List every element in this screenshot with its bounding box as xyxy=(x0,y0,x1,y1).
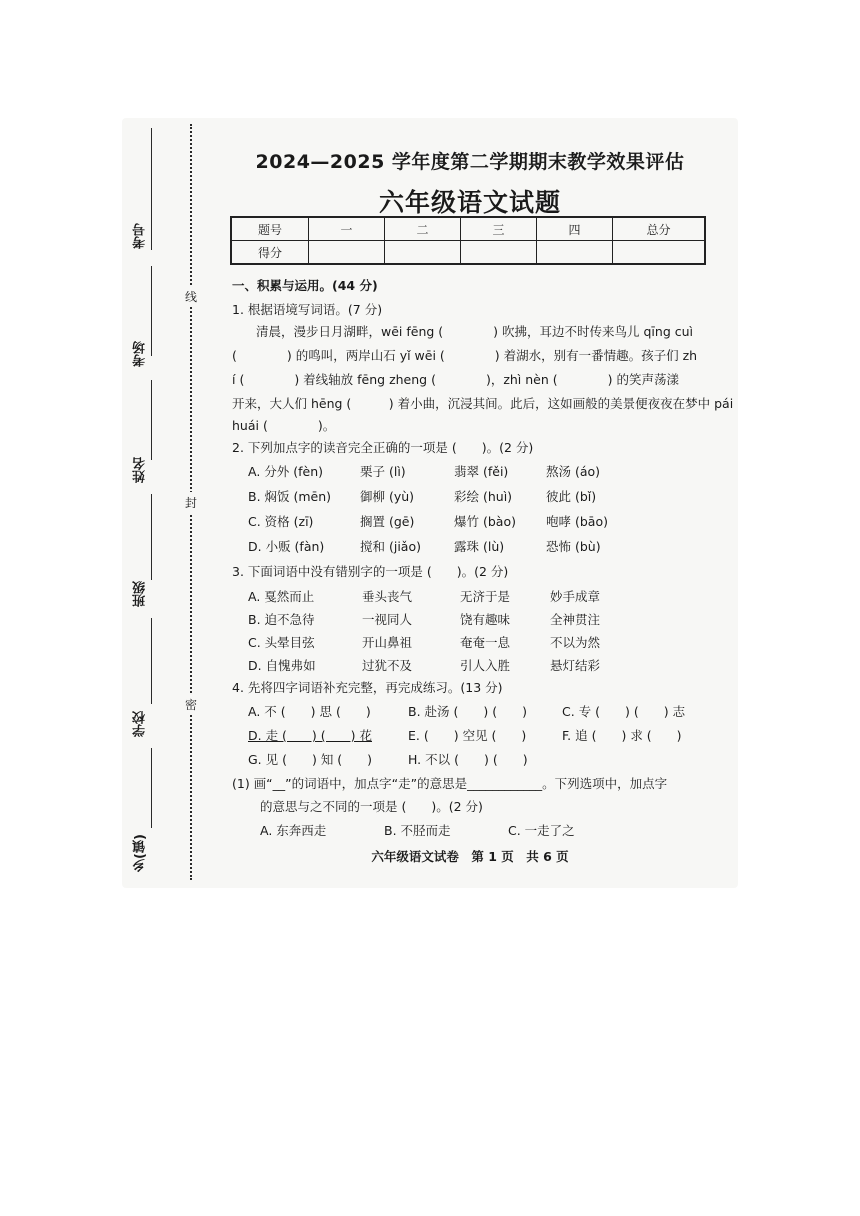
q2-word: 爆竹 (bào) xyxy=(454,514,516,529)
score-header-row xyxy=(231,217,705,241)
score-input-cell[interactable] xyxy=(461,241,537,265)
q4-idiom-d[interactable]: D. 走 ( ) ( ) 花 xyxy=(248,728,372,743)
q2-option-d[interactable] xyxy=(248,537,601,555)
q1-line-1: 清晨，漫步日月湖畔，wēi fēng ( ) 吹拂，耳边不时传来鸟儿 qīng cuì xyxy=(256,324,693,339)
q2-word: 彼此 (bǐ) xyxy=(546,489,597,504)
rule-kaohao xyxy=(151,128,152,250)
q3-word: 过犹不及 xyxy=(362,658,413,673)
score-header-cell: 三 xyxy=(461,217,537,241)
score-header-cell: 四 xyxy=(537,217,613,241)
exam-subtitle: 六年级语文试题 xyxy=(378,188,561,217)
q4-stem: 4. 先将四字词语补充完整，再完成练习。(13 分) xyxy=(232,680,503,695)
q2-word: D. 小贩 (fàn) xyxy=(248,539,325,554)
score-input-cell[interactable] xyxy=(537,241,613,265)
seal-char-xian: 线 xyxy=(184,286,198,307)
q2-word: 栗子 (lì) xyxy=(360,464,406,479)
q4-sub1-line-1: (1) 画“__”的词语中，加点字“走”的意思是____________。下列选项中，加点字 xyxy=(232,776,668,791)
q2-word: 搅和 (jiǎo) xyxy=(360,539,421,554)
exam-title: 2024—2025 学年度第二学期期末教学效果评估 xyxy=(255,151,685,173)
q4-row-3 xyxy=(248,750,528,768)
rule-xingming xyxy=(151,380,152,460)
q3-word: B. 迫不急待 xyxy=(248,612,315,627)
q4-sub1-option-a[interactable]: A. 东奔西走 xyxy=(260,823,327,838)
label-xingming: 姓名 xyxy=(133,457,148,483)
q2-word: A. 分外 (fèn) xyxy=(248,464,324,479)
q2-word: 彩绘 (huì) xyxy=(454,489,513,504)
q2-word: 恐怖 (bù) xyxy=(546,539,601,554)
rule-banji xyxy=(151,494,152,580)
seal-char-mi: 密 xyxy=(184,694,198,715)
q2-option-a[interactable] xyxy=(248,462,600,480)
q3-word: 一视同人 xyxy=(362,612,413,627)
q2-stem: 2. 下列加点字的读音完全正确的一项是 ( )。(2 分) xyxy=(232,440,534,455)
q3-option-c[interactable] xyxy=(248,633,600,651)
seal-char-feng: 封 xyxy=(184,492,198,513)
score-table xyxy=(230,216,706,265)
q2-word: 熬汤 (áo) xyxy=(546,464,601,479)
section-heading: 一、积累与运用。(44 分) xyxy=(232,278,378,293)
q3-word: 引人入胜 xyxy=(460,658,511,673)
q3-word: 开山鼻祖 xyxy=(362,635,413,650)
q2-word: C. 资格 (zī) xyxy=(248,514,314,529)
q3-stem: 3. 下面词语中没有错别字的一项是 ( )。(2 分) xyxy=(232,564,509,579)
label-kaohao: 考号 xyxy=(133,223,148,249)
binding-margin xyxy=(127,128,167,878)
q3-word: 无济于是 xyxy=(460,589,511,604)
q4-idiom-g[interactable]: G. 见 ( ) 知 ( ) xyxy=(248,752,373,767)
q3-word: 饶有趣味 xyxy=(460,612,511,627)
q3-word: 奄奄一息 xyxy=(460,635,511,650)
rule-kaochang xyxy=(151,266,152,356)
q3-option-d[interactable] xyxy=(248,656,600,674)
q4-idiom-f[interactable]: F. 追 ( ) 求 ( ) xyxy=(562,728,682,743)
score-value-row xyxy=(231,241,705,265)
label-banji: 班级 xyxy=(133,581,148,607)
q4-idiom-a[interactable]: A. 不 ( ) 思 ( ) xyxy=(248,704,371,719)
score-input-cell[interactable] xyxy=(309,241,385,265)
score-header-cell: 二 xyxy=(385,217,461,241)
score-row-label: 得分 xyxy=(231,241,309,265)
q4-sub1-option-c[interactable]: C. 一走了之 xyxy=(508,823,575,838)
q3-word: 悬灯结彩 xyxy=(550,658,601,673)
rule-xiang xyxy=(151,748,152,828)
score-header-cell: 题号 xyxy=(231,217,309,241)
q4-idiom-e[interactable]: E. ( ) 空见 ( ) xyxy=(408,728,527,743)
q2-word: 露珠 (lù) xyxy=(454,539,505,554)
label-xiang: 乡(镇) xyxy=(133,834,148,872)
q3-word: 不以为然 xyxy=(550,635,601,650)
rule-xuexiao xyxy=(151,618,152,704)
score-input-cell[interactable] xyxy=(385,241,461,265)
q4-idiom-c[interactable]: C. 专 ( ) ( ) 志 xyxy=(562,704,686,719)
q3-word: 全神贯注 xyxy=(550,612,601,627)
q1-line-2: ( ) 的鸣叫，两岸山石 yǐ wēi ( ) 着湖水，别有一番情趣。孩子们 zh xyxy=(232,348,698,363)
label-xuexiao: 学校 xyxy=(133,711,148,737)
q2-word: 御柳 (yù) xyxy=(360,489,415,504)
q4-idiom-b[interactable]: B. 赴汤 ( ) ( ) xyxy=(408,704,527,719)
q4-idiom-h[interactable]: H. 不以 ( ) ( ) xyxy=(408,752,528,767)
score-header-cell: 总分 xyxy=(613,217,706,241)
q3-option-b[interactable] xyxy=(248,610,600,628)
q4-sub1-options xyxy=(260,821,575,839)
q1-line-3: í ( ) 着线轴放 fēng zheng ( )，zhì nèn ( ) 的笑声荡漾 xyxy=(232,372,679,387)
q3-word: C. 头晕目弦 xyxy=(248,635,315,650)
q3-option-a[interactable] xyxy=(248,587,600,605)
q3-word: A. 戛然而止 xyxy=(248,589,315,604)
label-kaochang: 考场 xyxy=(133,341,148,367)
score-input-cell[interactable] xyxy=(613,241,706,265)
q2-word: 搁置 (gē) xyxy=(360,514,415,529)
q2-option-c[interactable] xyxy=(248,512,608,530)
score-header-cell: 一 xyxy=(309,217,385,241)
q2-word: B. 焖饭 (mēn) xyxy=(248,489,332,504)
q3-word: 垂头丧气 xyxy=(362,589,413,604)
q2-word: 咆哮 (bāo) xyxy=(546,514,608,529)
q1-line-4: 开来，大人们 hēng ( ) 着小曲，沉浸其间。此后，这如画般的美景便夜夜在梦中 pái xyxy=(232,396,734,411)
q4-sub1-option-b[interactable]: B. 不胫而走 xyxy=(384,823,451,838)
q4-sub1-line-2: 的意思与之不同的一项是 ( )。(2 分) xyxy=(260,799,483,814)
page-footer: 六年级语文试卷 第 1 页 共 6 页 xyxy=(371,849,569,864)
q4-row-1 xyxy=(248,702,685,720)
q3-word: 妙手成章 xyxy=(550,589,601,604)
q2-option-b[interactable] xyxy=(248,487,596,505)
q4-row-2 xyxy=(248,726,682,744)
q1-stem: 1. 根据语境写词语。(7 分) xyxy=(232,302,383,317)
q1-line-5: huái ( )。 xyxy=(232,418,336,433)
q2-word: 翡翠 (fěi) xyxy=(454,464,509,479)
q3-word: D. 自愧弗如 xyxy=(248,658,316,673)
